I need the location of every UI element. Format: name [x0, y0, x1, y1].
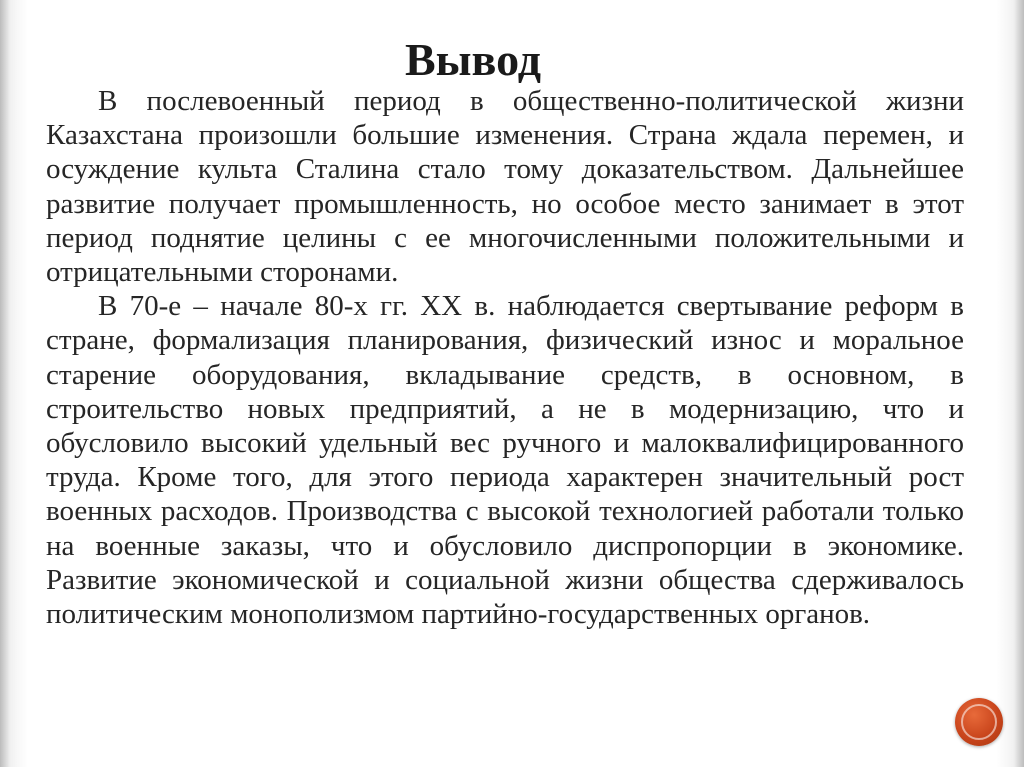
page-edge-shadow-right	[996, 0, 1024, 767]
paragraph-2: В 70-е – начале 80-х гг. XX в. наблюдается свертывание реформ в стране, формализация планирования, физический износ и моральное старение оборудования, вкладывание средств, в основном, в строительство новых предприятий, а не в модернизацию, что и обусловило высокий удельный вес ручного и малоквалифицированного труда. Кроме того, для этого периода характерен значительный рост военных расходов. Производства с высокой технологией работали только на военные заказы, что и обусловило диспропорции в экономике. Развитие экономической и социальной жизни общества сдерживалось политическим монополизмом партийно-государственных органов.	[46, 290, 964, 631]
decorative-circle-icon	[955, 698, 1003, 746]
slide-body	[46, 84, 964, 631]
page-edge-shadow-left	[0, 0, 28, 767]
paragraph-1: В послевоенный период в общественно-политической жизни Казахстана произошли большие изменения. Страна ждала перемен, и осуждение культа Сталина стало тому доказательством. Дальнейшее развитие получает промышленность, но особое место занимает в этот период поднятие целины с ее многочисленными положительными и отрицательными сторонами.	[46, 85, 964, 289]
slide-title: Вывод	[404, 34, 542, 85]
